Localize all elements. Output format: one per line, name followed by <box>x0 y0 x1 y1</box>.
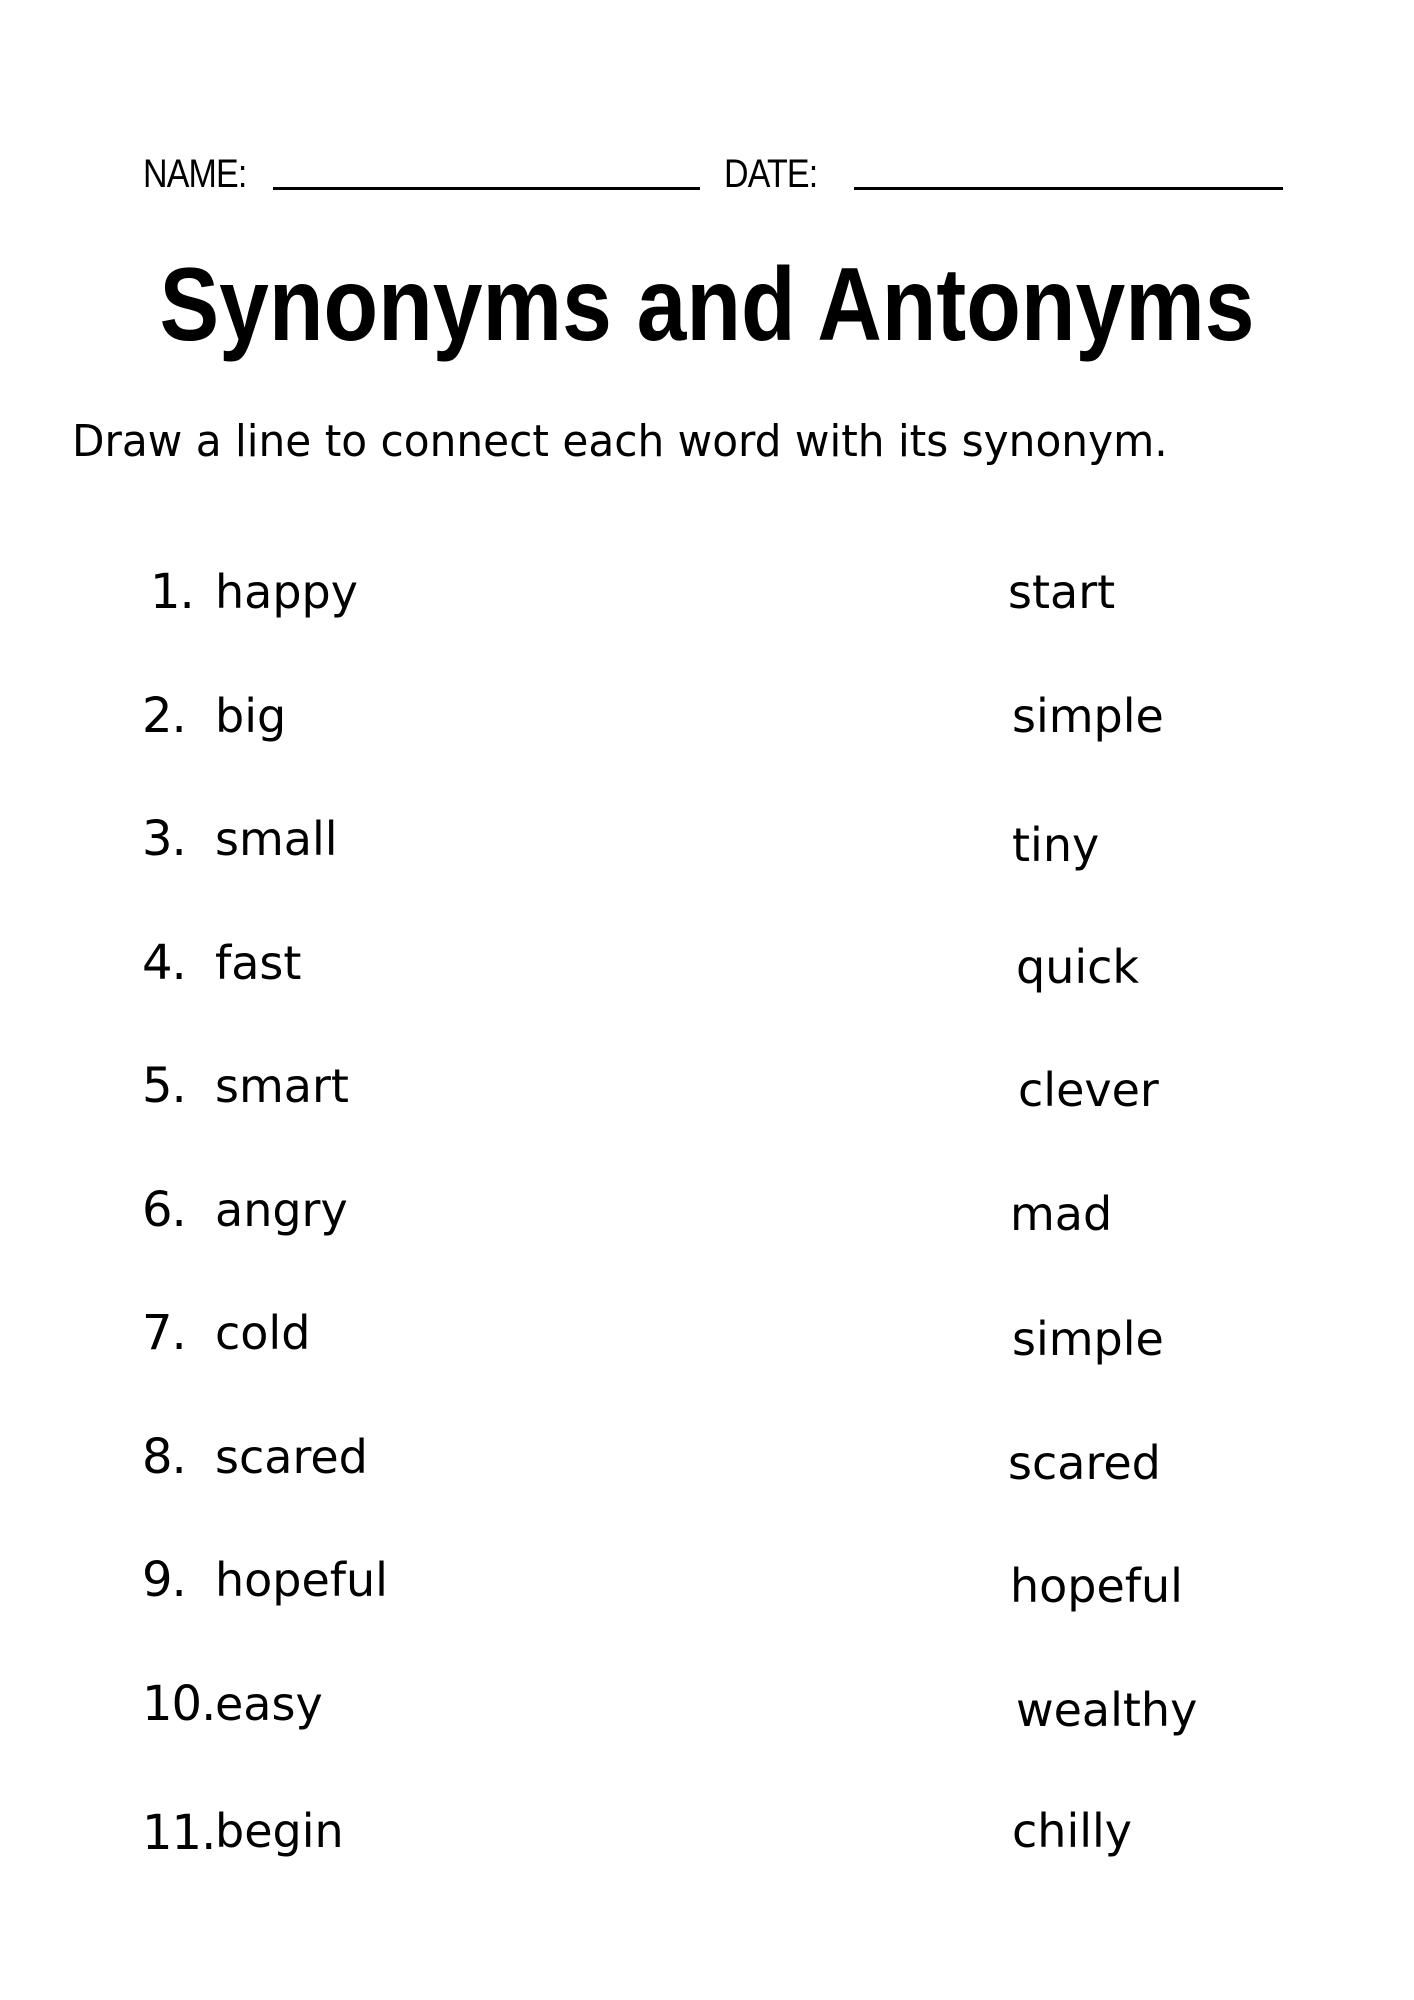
word[interactable]: smart <box>215 1059 349 1113</box>
word[interactable]: scared <box>215 1429 368 1484</box>
match-word[interactable]: start <box>1008 565 1116 619</box>
word[interactable]: begin <box>215 1804 344 1858</box>
list-item <box>0 1672 1414 1796</box>
date-label: DATE: <box>724 152 818 196</box>
item-number: 3. <box>142 811 186 867</box>
match-word[interactable]: simple <box>1012 688 1164 743</box>
item-number: 5. <box>142 1058 186 1114</box>
list-item <box>0 807 1414 931</box>
item-number: 6. <box>142 1181 186 1238</box>
page-title: Synonyms and Antonyms <box>159 247 1255 363</box>
list-item <box>0 1178 1414 1302</box>
item-number: 9. <box>142 1552 186 1608</box>
list-item <box>0 1795 1414 1919</box>
match-word[interactable]: clever <box>1018 1063 1159 1117</box>
instructions: Draw a line to connect each word with its synonym. <box>72 416 1168 467</box>
list-item <box>0 1301 1414 1425</box>
match-word[interactable]: simple <box>1012 1312 1164 1366</box>
list-item <box>0 1425 1414 1549</box>
list-item <box>0 684 1414 808</box>
item-number: 8. <box>142 1428 186 1485</box>
list-item <box>0 931 1414 1055</box>
word[interactable]: cold <box>215 1306 311 1360</box>
item-number: 10. <box>142 1675 216 1732</box>
item-number: 1. <box>150 564 194 620</box>
word[interactable]: hopeful <box>215 1553 388 1607</box>
item-number: 2. <box>142 687 186 744</box>
item-number: 4. <box>142 934 186 991</box>
match-word[interactable]: hopeful <box>1010 1559 1183 1613</box>
match-word[interactable]: wealthy <box>1016 1682 1198 1737</box>
list-item <box>0 560 1414 684</box>
word[interactable]: angry <box>215 1182 348 1237</box>
word[interactable]: big <box>215 688 287 743</box>
word-list <box>0 560 1414 1919</box>
item-number: 11. <box>142 1805 216 1861</box>
match-word[interactable]: scared <box>1008 1435 1161 1490</box>
name-write-line[interactable] <box>273 187 700 190</box>
date-write-line[interactable] <box>854 187 1283 190</box>
list-item <box>0 1054 1414 1178</box>
match-word[interactable]: mad <box>1010 1186 1113 1241</box>
header-row <box>0 148 1414 198</box>
list-item <box>0 1548 1414 1672</box>
word[interactable]: small <box>215 812 338 866</box>
match-word[interactable]: quick <box>1016 939 1140 994</box>
word[interactable]: easy <box>215 1676 323 1731</box>
word[interactable]: happy <box>215 565 358 619</box>
match-word[interactable]: chilly <box>1012 1804 1133 1858</box>
item-number: 7. <box>142 1305 186 1361</box>
word[interactable]: fast <box>215 935 302 990</box>
match-word[interactable]: tiny <box>1012 818 1100 872</box>
name-label: NAME: <box>143 152 247 196</box>
